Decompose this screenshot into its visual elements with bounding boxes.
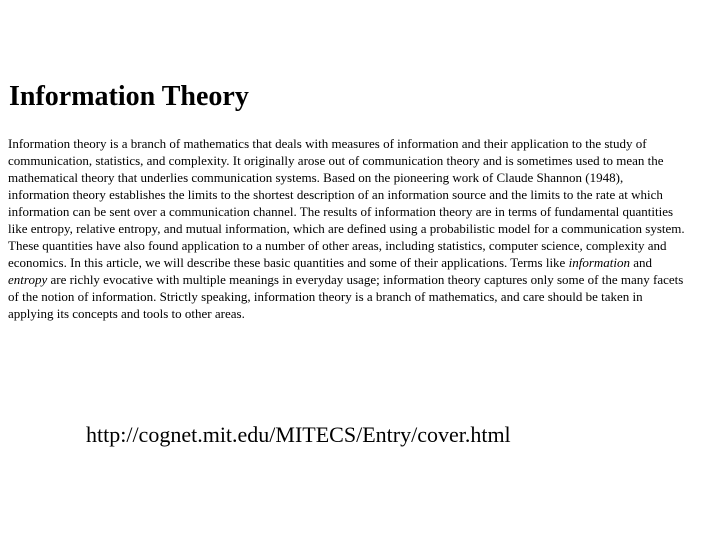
document-title: Information Theory — [9, 81, 249, 112]
text-line-10: of the notion of information. Strictly speaking, information theory is a branch of mathematics, and care should be taken in — [8, 289, 643, 304]
text-line-4: information theory establishes the limits to the shortest description of an information source and the limits to the rate at which — [8, 187, 663, 202]
body-text — [8, 135, 718, 322]
text-line-5: information can be sent over a communication channel. The results of information theory are in terms of fundamental quantities — [8, 204, 674, 219]
text-line-3: mathematical theory that underlies communication systems. Based on the pioneering work of Claude Shannon (1948), — [8, 170, 624, 185]
source-url[interactable]: http://cognet.mit.edu/MITECS/Entry/cover.html — [86, 422, 511, 447]
text-line-8-plain: economics. In this article, we will describe these basic quantities and some of their applications. Terms like — [8, 255, 569, 270]
text-line-8 — [8, 254, 718, 271]
text-line-9 — [8, 271, 718, 288]
text-line-7: These quantities have also found application to a number of other areas, including statistics, computer science, complexity and — [8, 238, 667, 253]
text-line-2: communication, statistics, and complexity. It originally arose out of communication theory and is sometimes used to mean the — [8, 153, 664, 168]
text-line-6: like entropy, relative entropy, and mutual information, which are defined using a probabilistic model for a communication system. — [8, 221, 685, 236]
text-line-1: Information theory is a branch of mathematics that deals with measures of information and their application to the study of — [8, 136, 647, 151]
text-line-8-end: and — [630, 255, 653, 270]
term-information: information — [568, 255, 630, 270]
text-line-11: applying its concepts and tools to other areas. — [8, 306, 245, 321]
text-line-9-rest: are richly evocative with multiple meanings in everyday usage; information theory captures only some of the many facets — [47, 272, 684, 287]
term-entropy: entropy — [8, 272, 48, 287]
